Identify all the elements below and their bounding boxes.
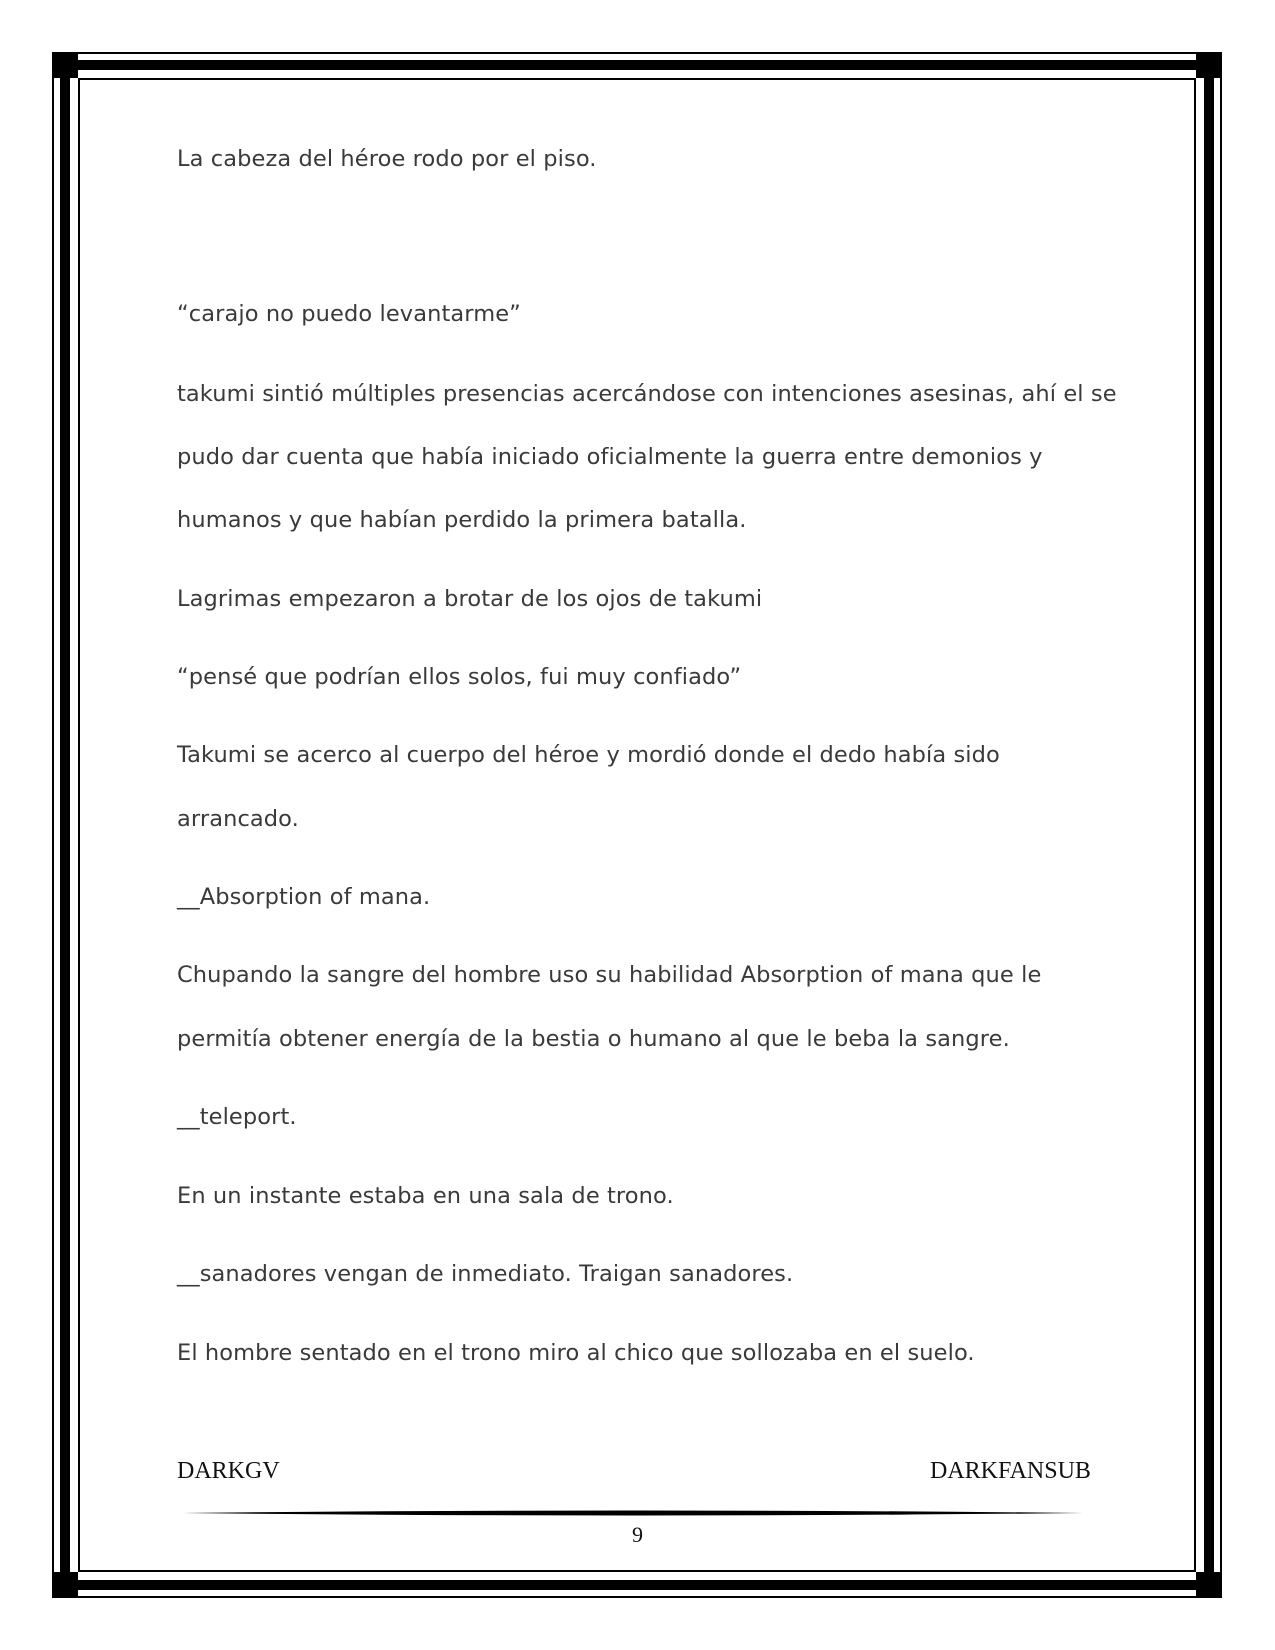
paragraph: humanos y que habían perdido la primera batalla. (177, 507, 747, 533)
frame-corner-bottom-right (1196, 1572, 1222, 1598)
frame-corner-bottom-left (52, 1572, 78, 1598)
footer-divider (183, 1510, 1083, 1516)
paragraph: El hombre sentado en el trono miro al chico que sollozaba en el suelo. (177, 1340, 975, 1366)
paragraph: Takumi se acerco al cuerpo del héroe y mordió donde el dedo había sido (177, 742, 1000, 768)
footer-author: DARKGV (177, 1458, 280, 1484)
page-number: 9 (632, 1522, 643, 1547)
paragraph: En un instante estaba en una sala de trono. (177, 1183, 674, 1209)
paragraph: Lagrimas empezaron a brotar de los ojos de takumi (177, 586, 763, 612)
paragraph: Chupando la sangre del hombre uso su habilidad Absorption of mana que le (177, 962, 1042, 988)
frame-corner-top-left (52, 52, 78, 78)
frame-corner-top-right (1196, 52, 1222, 78)
paragraph: arrancado. (177, 806, 299, 832)
paragraph: takumi sintió múltiples presencias acercándose con intenciones asesinas, ahí el se (177, 381, 1117, 407)
paragraph: La cabeza del héroe rodo por el piso. (177, 146, 597, 172)
paragraph: “carajo no puedo levantarme” (177, 301, 521, 327)
paragraph: __sanadores vengan de inmediato. Traigan sanadores. (177, 1261, 794, 1287)
paragraph: “pensé que podrían ellos solos, fui muy confiado” (177, 664, 742, 690)
paragraph: __teleport. (177, 1104, 297, 1130)
paragraph: permitía obtener energía de la bestia o humano al que le beba la sangre. (177, 1026, 1010, 1052)
footer-group: DARKFANSUB (930, 1458, 1091, 1484)
paragraph: pudo dar cuenta que había iniciado oficialmente la guerra entre demonios y (177, 444, 1043, 470)
paragraph: __Absorption of mana. (177, 884, 431, 910)
